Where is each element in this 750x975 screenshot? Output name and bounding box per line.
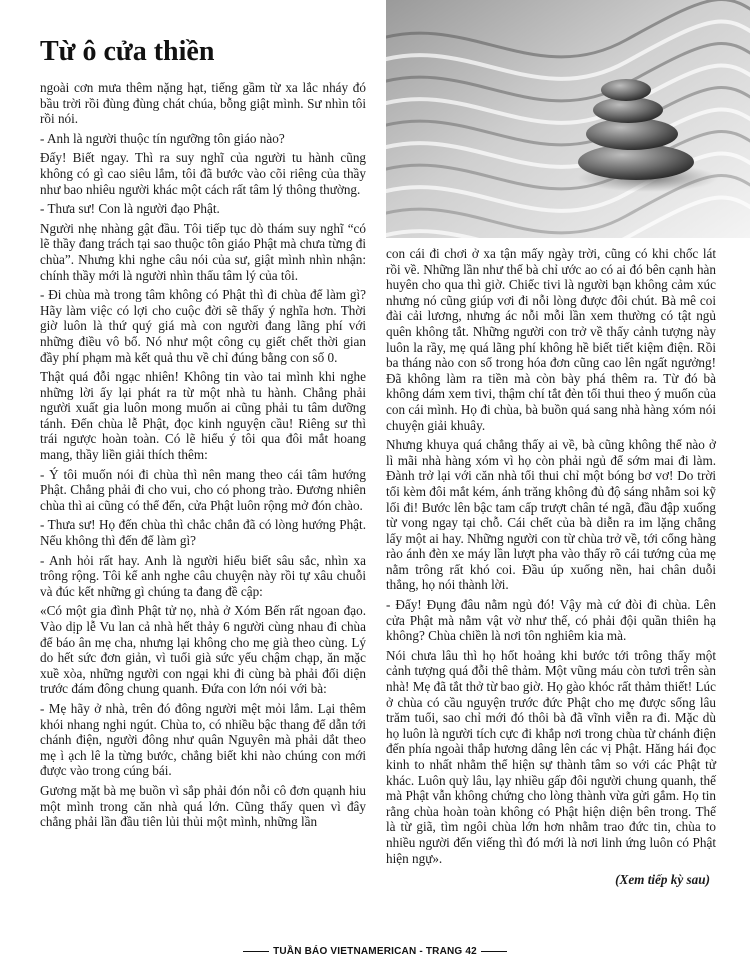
article-paragraph: - Anh hỏi rất hay. Anh là người hiểu biết sâu sắc, nhìn xa trông rộng. Tôi kể anh nghe câu chuyện này rồi tự xâu chuỗi và đúc kết những gì chúng ta đang đề cập: (40, 552, 366, 599)
article-paragraph: - Thưa sư! Con là người đạo Phật. (40, 201, 220, 217)
article-paragraph: con cái đi chơi ở xa tận mấy ngày trời, cũng có khi chốc lát rồi về. Những lần như thế bà chỉ ước ao có ai đó bên cạnh hàn huyên cho qua thì giờ. Chiếc tivi là người bạn không cảm xúc nhưng nó cũng giúp vơi đi nỗi lòng được đôi chút. Bà mê coi đài cải lương, nhưng ác nỗi mỗi lần xem thường có tật ngủ quên không tắt. Những người con trở về thấy cảnh tượng này luôn la rầy, mẹ quá lãng phí không hề biết tiết kiệm điện. Rồi ba tháng nào con số trong hóa đơn cũng cao lên ngất ngưởng! Đã không làm ra tiền mà còn bày phá thêm ra. Từ đó bà không dám xem tivi, thậm chí tắt đèn tối thui theo ý muốn của con cái mình. Họ đi chùa, bà buồn quá sang nhà hàng xóm nói chuyện giải khuây. (386, 246, 716, 433)
article-paragraph: Đấy! Biết ngay. Thì ra suy nghĩ của người tu hành cũng không có gì cao siêu lắm, tôi đã bước vào cõi riêng của thầy như bao nhiêu người khác một cách rất tâm lý thông thường. (40, 150, 366, 197)
footer-rule-left (243, 951, 269, 952)
article-paragraph: Nhưng khuya quá chẳng thấy ai về, bà cũng không thể nào ở lì mãi nhà hàng xóm vì họ còn phải ngủ để sớm mai đi làm. Đành trở lại với căn nhà tối thui chỉ một bóng bơ vơ! Do trời tối kèm đôi mắt kém, ánh trăng không đủ độ sáng nhằm soi kỹ lối đi! Bước lên bậc tam cấp trượt chân té ngã, đầu đập xuống từ vong ngay tại chỗ. Cái chết của bà diễn ra im lặng chẳng lấy một ai hay. Những người con từ chùa trở về, tới cổng hàng rào ánh đèn xe máy lần lượt pha vào thấy rõ cái tướng của mẹ nằm trông rất khó coi. Đầu úp xuống nền, hai chân duỗi thẳng, họ nói thành lời. (386, 437, 716, 593)
article-paragraph: Nói chưa lâu thì họ hốt hoảng khi bước tới trông thấy một cảnh tượng quá đỗi thê thảm. Một vũng máu còn tươi trên sàn nhà! Mẹ đã tắt thở từ bao giờ. Họ gào khóc rất thảm thiết! Lúc ở chùa có cầu nguyện trước đức Phật cho mẹ được sống lâu trăm tuổi, sao chỉ mới đó thôi bà đã vĩnh viễn ra đi. Mặc dù họ luôn là người tích cực đi khắp nơi trong chùa từ chánh điện đến phía ngoài thắp hương dâng lên các vị Phật. Hăng hái đọc kinh to nhất nhằm thể hiện sự thành tâm so với các Phật tử khác. Luôn quỳ lâu, lạy nhiều gấp đôi người chung quanh, thế mà Phật vẫn không chứng cho lòng thành vừa gửi gắm. Họ tin rằng chùa hoàn toàn không có Phật hiện diện bên trong. Thế là từ giã, tìm ngôi chùa lớn hơn nhằm trao đức tin, chùa to nhiều người đến viếng thì đó mới là nơi linh ứng luôn có Phật hiện ngự». (386, 647, 716, 866)
article-column-right (386, 246, 716, 892)
article-paragraph: - Thưa sư! Họ đến chùa thì chắc chắn đã có lòng hướng Phật. Nếu không thì đến để làm gì? (40, 517, 366, 549)
article-paragraph: - Đi chùa mà trong tâm không có Phật thì đi chùa để làm gì? Hãy làm việc có lợi cho cuộc đời sẽ thấy ý nghĩa hơn. Thời giờ luôn là thứ quý giá mà con người đang lãng phí với những điều vô bổ. Nó như một công cụ giết chết thời gian đầy phí phạm mà kết quả thu về chỉ đúng bằng con số 0. (40, 287, 366, 365)
article-paragraph: Gương mặt bà mẹ buồn vì sắp phải đón nỗi cô đơn quạnh hiu một mình trong căn nhà quá lớn. Cũng thấy quen vì đây chẳng phải lần đầu tiên lủi thủi một mình, những lần (40, 782, 366, 830)
article-paragraph: Người nhẹ nhàng gật đầu. Tôi tiếp tục dò thám suy nghĩ “có lẽ thầy đang trách tại sao thuộc tôn giáo Phật mà chưa từng đi chùa”. Nhưng khi nghe câu nói của sư, giật mình nhìn nhận: chính thầy mới là người nhìn thấu tâm lý của tôi. (40, 220, 366, 283)
continued-next-issue: (Xem tiếp kỳ sau) (615, 872, 710, 888)
article-paragraph: - Ý tôi muốn nói đi chùa thì nên mang theo cái tâm hướng Phật. Chẳng phải đi cho vui, cho có phong trào. Đương nhiên chùa thì ai cũng có thể đến, cửa Phật luôn rộng mở đón chào. (40, 466, 366, 513)
footer-rule-right (481, 951, 507, 952)
article-title: Từ ô cửa thiền (40, 36, 215, 67)
article-paragraph: «Có một gia đình Phật tử nọ, nhà ở Xóm Bến rất ngoan đạo. Vào dịp lễ Vu lan cả nhà hết thảy 6 người cùng nhau đi chùa để báo ân mẹ cha, nhưng lại không cho mẹ già theo cùng. Lý do hết sức đơn giản, vì tuổi già sức yếu chậm chạp, ăn mặc xuề xòa, những người con ngại khi đi cùng bà phải đối diện trước đám đông chung quanh. Đứa con lớn nói với bà: (40, 603, 366, 697)
zen-stones-photo (386, 0, 750, 238)
footer-text: TUẦN BÁO VIETNAMERICAN - TRANG 42 (273, 946, 477, 957)
article-paragraph: - Đấy! Đụng đâu nằm ngủ đó! Vậy mà cứ đòi đi chùa. Lên cửa Phật mà nằm vật vờ như thế, có phải đội quần thiên hạ không? Chùa chiền là nơi tôn nghiêm kia mà. (386, 597, 716, 644)
article-paragraph: Thật quá đỗi ngạc nhiên! Không tin vào tai mình khi nghe những lời ấy lại phát ra từ một nhà tu hành. Chẳng phải người xuất gia luôn mong muốn ai cũng phải tu tâm dưỡng tánh. Đến chùa lễ Phật, đọc kinh nguyện cầu! Riêng sư thì trái ngược hoàn toàn. Có lẽ hiểu ý tôi qua đôi mắt hoang mang, thầy liền giải thích thêm: (40, 369, 366, 463)
article-paragraph: - Anh là người thuộc tín ngưỡng tôn giáo nào? (40, 130, 285, 146)
article-column-left (40, 80, 366, 834)
article-paragraph: ngoài cơn mưa thêm nặng hạt, tiếng gầm từ xa lắc nháy đó bầu trời rồi đùng đùng chát chúa, bỗng giật mình. Sư nhìn tôi rồi nói. (40, 80, 366, 127)
right-column-paragraphs (386, 246, 716, 866)
article-paragraph: - Mẹ hãy ở nhà, trên đó đông người mệt mỏi lắm. Lại thêm khói nhang nghi ngút. Chùa to, có nhiều bậc thang để dẫn tới chánh điện, người đông như quân Nguyên mà phải dắt theo mẹ ì ạch lê la từng bước, chẳng biết khi nào chúng con mới được vào trong cúng bái. (40, 700, 366, 779)
page-footer (0, 946, 750, 957)
